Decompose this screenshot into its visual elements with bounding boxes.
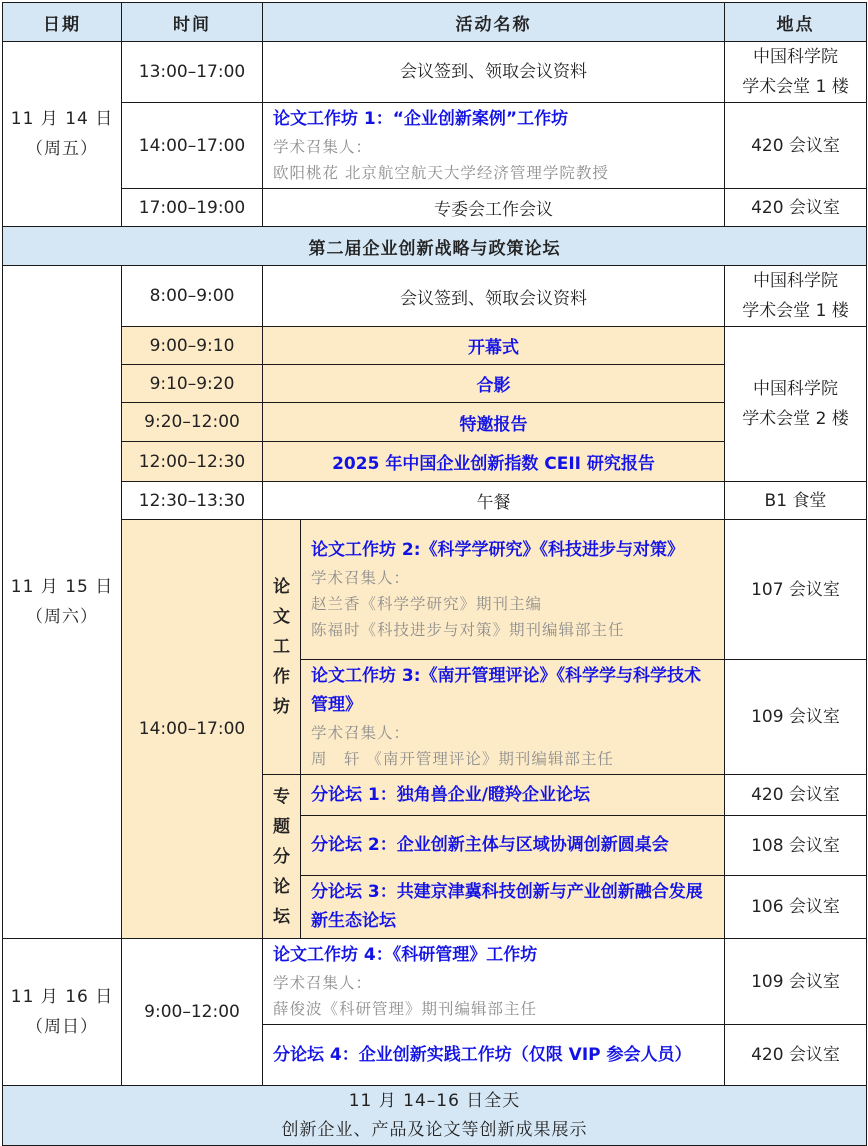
header-location: 地点 — [725, 3, 867, 42]
date-cell-nov14 — [3, 42, 122, 227]
table-row — [3, 520, 867, 660]
location-line: 学术会堂 1 楼 — [742, 301, 849, 321]
table-row — [3, 327, 867, 365]
convener-name: 赵兰香《科学学研究》期刊主编 — [311, 595, 543, 613]
time-cell: 17:00–19:00 — [122, 189, 263, 227]
activity-cell: 会议签到、领取会议资料 — [263, 42, 725, 103]
exhibition-cell — [3, 1086, 867, 1146]
activity-cell: 专委会工作会议 — [263, 189, 725, 227]
time-cell: 9:10–9:20 — [122, 365, 263, 403]
date-label: 11 月 16 日 — [10, 987, 114, 1007]
forum-title: 分论坛 2：企业创新主体与区域协调创新圆桌会 — [311, 835, 669, 855]
activity-cell: 开幕式 — [263, 327, 725, 365]
location-cell: 109 会议室 — [725, 939, 867, 1025]
group-char: 坛 — [273, 906, 290, 927]
table-row — [3, 482, 867, 520]
location-cell: 420 会议室 — [725, 1025, 867, 1086]
workshop-cell — [263, 103, 725, 189]
time-cell: 12:30–13:30 — [122, 482, 263, 520]
group-char: 作 — [273, 667, 290, 687]
table-row — [3, 266, 867, 327]
forum-cell — [301, 775, 725, 816]
convener-label: 学术召集人： — [273, 138, 373, 156]
workshop-group-label — [263, 520, 301, 775]
footer-row — [3, 1086, 867, 1146]
table-row — [3, 939, 867, 1025]
convener-name: 陈福时《科技进步与对策》期刊编辑部主任 — [311, 621, 625, 639]
time-cell: 12:00–12:30 — [122, 442, 263, 482]
group-char: 论 — [273, 577, 290, 597]
location-cell: 107 会议室 — [725, 520, 867, 660]
forum-title: 第二届企业创新战略与政策论坛 — [3, 227, 867, 266]
activity-cell: 午餐 — [263, 482, 725, 520]
time-cell: 14:00–17:00 — [122, 103, 263, 189]
location-line: 中国科学院 — [753, 379, 838, 399]
group-char: 工 — [273, 637, 290, 657]
location-cell: B1 食堂 — [725, 482, 867, 520]
group-char: 论 — [273, 876, 290, 897]
time-cell: 9:20–12:00 — [122, 403, 263, 442]
forum-title: 分论坛 4：企业创新实践工作坊（仅限 VIP 参会人员） — [273, 1044, 692, 1065]
table-row — [3, 42, 867, 103]
workshop-cell — [301, 520, 725, 660]
activity-cell: 2025 年中国企业创新指数 CEII 研究报告 — [263, 442, 725, 482]
exhibition-description: 创新企业、产品及论文等创新成果展示 — [281, 1119, 588, 1140]
date-cell-nov16 — [3, 939, 122, 1086]
location-cell: 420 会议室 — [725, 103, 867, 189]
date-label: 11 月 14 日 — [10, 109, 114, 129]
location-cell: 420 会议室 — [725, 775, 867, 816]
forum-group-label — [263, 775, 301, 939]
activity-cell: 特邀报告 — [263, 403, 725, 442]
weekday-label: （周六） — [26, 607, 98, 627]
time-cell: 8:00–9:00 — [122, 266, 263, 327]
workshop-cell — [301, 660, 725, 775]
time-cell: 14:00–17:00 — [122, 520, 263, 939]
time-cell: 13:00–17:00 — [122, 42, 263, 103]
header-time: 时间 — [122, 3, 263, 42]
time-cell: 9:00–9:10 — [122, 327, 263, 365]
forum-banner-row — [3, 227, 867, 266]
forum-cell — [301, 816, 725, 876]
header-activity: 活动名称 — [263, 3, 725, 42]
location-line: 学术会堂 1 楼 — [742, 77, 849, 97]
forum-cell — [301, 876, 725, 939]
activity-cell: 合影 — [263, 365, 725, 403]
workshop-title: 论文工作坊 4：《科研管理》工作坊 — [273, 945, 538, 965]
forum-title: 分论坛 3：共建京津冀科技创新与产业创新融合发展新生态论坛 — [311, 882, 703, 931]
schedule-table — [2, 2, 867, 1146]
workshop-title: 论文工作坊 3:《南开管理评论》《科学学与科学技术管理》 — [311, 666, 702, 715]
weekday-label: （周五） — [26, 139, 98, 159]
weekday-label: （周日） — [26, 1017, 98, 1037]
group-char: 文 — [273, 607, 290, 627]
date-label: 11 月 15 日 — [10, 577, 114, 597]
activity-cell: 会议签到、领取会议资料 — [263, 266, 725, 327]
convener-label: 学术召集人： — [273, 974, 373, 992]
forum-title: 分论坛 1：独角兽企业/瞪羚企业论坛 — [311, 784, 590, 805]
forum-cell — [263, 1025, 725, 1086]
convener-label: 学术召集人： — [311, 724, 411, 742]
workshop-title: 论文工作坊 1：“企业创新案例”工作坊 — [273, 109, 569, 129]
workshop-title: 论文工作坊 2:《科学学研究》《科技进步与对策》 — [311, 540, 685, 560]
table-row — [3, 103, 867, 189]
location-cell: 420 会议室 — [725, 189, 867, 227]
group-char: 坊 — [273, 697, 290, 717]
table-row — [3, 189, 867, 227]
header-row — [3, 3, 867, 42]
convener-name: 周 轩 《南开管理评论》期刊编辑部主任 — [311, 750, 614, 768]
group-char: 专 — [273, 786, 290, 807]
location-line: 中国科学院 — [753, 47, 838, 67]
location-cell: 106 会议室 — [725, 876, 867, 939]
location-cell: 108 会议室 — [725, 816, 867, 876]
convener-name: 欧阳桃花 北京航空航天大学经济管理学院教授 — [273, 164, 609, 182]
location-cell — [725, 266, 867, 327]
workshop-cell — [263, 939, 725, 1025]
location-cell: 109 会议室 — [725, 660, 867, 775]
location-cell — [725, 42, 867, 103]
location-line: 中国科学院 — [753, 271, 838, 291]
date-cell-nov15 — [3, 266, 122, 939]
group-char: 分 — [273, 846, 290, 867]
convener-label: 学术召集人： — [311, 569, 411, 587]
time-cell: 9:00–12:00 — [122, 939, 263, 1086]
location-cell — [725, 327, 867, 482]
header-date: 日期 — [3, 3, 122, 42]
exhibition-dates: 11 月 14–16 日全天 — [348, 1090, 521, 1111]
group-char: 题 — [273, 816, 290, 837]
convener-name: 薛俊波《科研管理》期刊编辑部主任 — [273, 1000, 538, 1018]
location-line: 学术会堂 2 楼 — [742, 409, 849, 429]
